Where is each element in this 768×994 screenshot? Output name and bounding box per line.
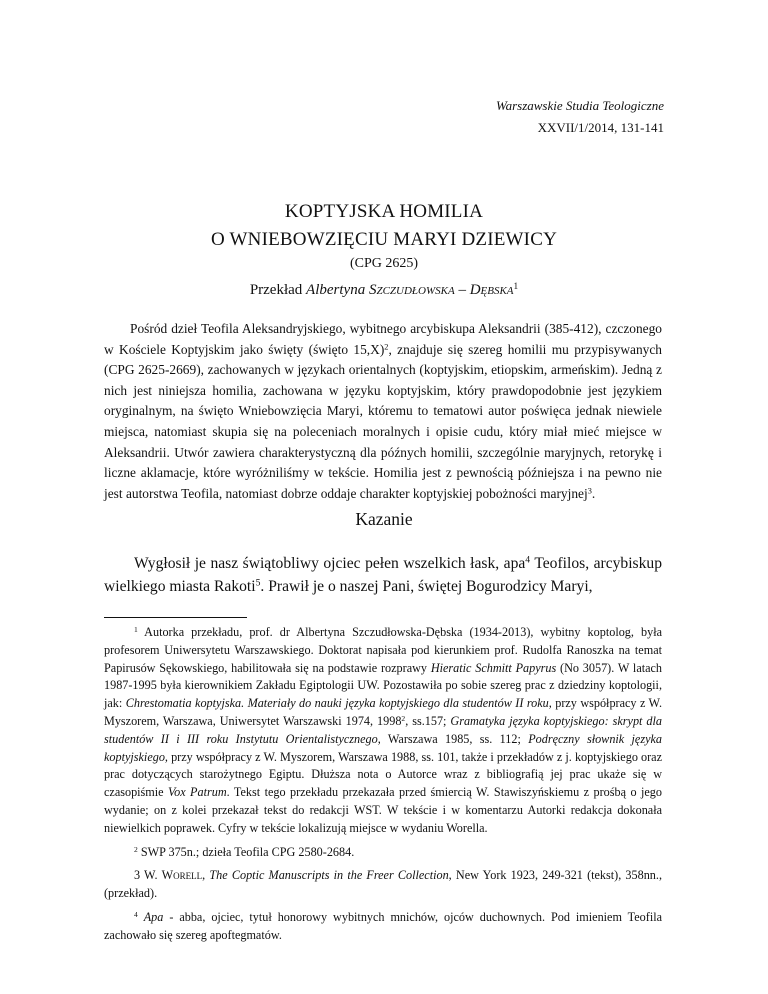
- title-line-1: KOPTYJSKA HOMILIA: [284, 201, 484, 222]
- edition-superscript: 2: [401, 713, 406, 723]
- body-text-2: Teofilos, arcybiskup wielkiego miasta Rakoti: [104, 555, 663, 595]
- body-text-1: Wygłosił je nasz świątobliwy ojciec pełen wszelkich łask, apa: [134, 555, 526, 572]
- footnote-4: [104, 909, 662, 945]
- footnote-3: [104, 867, 662, 903]
- footnote-italic: Hieratic Schmitt Papyrus: [430, 660, 557, 675]
- footnote-ref-5[interactable]: 5: [255, 577, 261, 589]
- footnote-author: Worell: [161, 868, 203, 883]
- footnote-ref-2[interactable]: 2: [384, 342, 389, 352]
- footnote-text: Warszawa 1985, ss. 112;: [380, 731, 529, 746]
- footnotes: [104, 624, 662, 951]
- footnote-italic: Podręczny słownik języka koptyjskiego,: [104, 731, 662, 764]
- footnote-number: 1: [134, 624, 138, 634]
- footnote-text: przy współpracy z W. Myszorem, Warszawa 1988, ss. 101, także i przekładów z j. koptyjskiego oraz prac dotyczących starożytnego Egiptu. Dłuższa nota o Autorce wraz z bibliografią jej prac ukaże się w czasopiśmie: [104, 749, 662, 800]
- section-heading: Kazanie: [355, 509, 413, 529]
- footnote-text: - abba, ojciec, tytuł honorowy wybitnych mnichów, ojców duchownych. Pod imieniem Teofila zachowało się szereg apoftegmatów.: [104, 909, 663, 942]
- footnote-ref-3[interactable]: 3: [587, 486, 592, 496]
- translator-prefix: Przekład: [249, 282, 307, 298]
- footnote-number: 2: [134, 844, 138, 854]
- footnote-text: , New York 1923, 249-321 (tekst), 358nn., (przekład).: [104, 868, 662, 901]
- translator-first-name: Albertyna: [306, 282, 369, 298]
- abstract-text-3: .: [591, 485, 596, 501]
- abstract-text-1: Pośród dzieł Teofila Aleksandryjskiego, wybitnego arcybiskupa Aleksandrii (385-412), czczonego w Kościele Koptyjskim jako święty (święto 15,X): [104, 321, 662, 357]
- running-header: [496, 95, 664, 139]
- footnote-text: ,: [202, 868, 210, 883]
- footnote-text: przy współpracy z W. Myszorem, Warszawa, Uniwersytet Warszawski 1974, 1998: [104, 696, 662, 728]
- translator-line: [0, 280, 768, 300]
- issue-info: XXVII/1/2014, 131-141: [537, 120, 664, 135]
- footnote-divider: [104, 617, 247, 618]
- footnote-text: , ss.157;: [405, 713, 451, 728]
- footnote-italic: Gramatyka języka koptyjskiego: skrypt dla studentów II i III roku Instytutu Orientalistycznego,: [104, 713, 662, 746]
- footnote-2: [104, 844, 662, 862]
- footnote-text: (No 3057). W latach 1987-1995 była kierownikiem Zakładu Egiptologii UW. Pozostawiła po sobie szereg prac z dziedziny koptologii, jak:: [104, 660, 663, 711]
- abstract-text-2: , znajduje się szereg homilii mu przypisywanych (CPG 2625-2669), zachowanych w językach orientalnych (koptyjskim, etiopskim, armeńskim). Jedną z nich jest niniejsza homilia, zachowana w języku koptyjskim, który prawdopodobnie jest językiem oryginalnym, na święto Wniebowzięcia Maryi, któremu to tematowi autor poświęca jednak niewiele miejsca, natomiast skupia się na poleceniach moralnych i opisie cudu, który miał mieć miejsce w Aleksandrii. Utwór zawiera charakterystyczną dla późnych homilii, szczególnie maryjnych, retorykę i liczne aklamacje, które wyróżniliśmy w tekście. Homilia jest z pewnością późniejsza i na pewno nie jest autorstwa Teofila, natomiast dobrze oddaje charakter koptyjskiej pobożności maryjnej: [104, 341, 662, 501]
- footnote-italic: Chrestomatia koptyjska. Materiały do nauki języka koptyjskiego dla studentów II roku,: [125, 696, 552, 711]
- footnote-ref-1[interactable]: 1: [513, 281, 519, 292]
- translator-last-name: Szczudłowska – Dębska: [368, 282, 514, 298]
- footnote-text: W.: [140, 868, 162, 883]
- cpg-reference: (CPG 2625): [349, 256, 419, 271]
- footnote-number: 4: [134, 909, 138, 919]
- body-paragraph: [104, 553, 662, 598]
- footnote-italic: Vox Patrum: [168, 785, 227, 800]
- footnote-number: 3: [134, 868, 141, 883]
- footnote-ref-4[interactable]: 4: [525, 554, 531, 566]
- footnote-italic: The Coptic Manuscripts in the Freer Collection: [209, 868, 449, 883]
- footnote-text: SWP 375n.; dzieła Teofila CPG 2580-2684.: [137, 844, 355, 859]
- journal-name: Warszawskie Studia Teologiczne: [495, 98, 664, 113]
- body-text-3: . Prawił je o naszej Pani, świętej Bogurodzicy Maryi,: [260, 577, 593, 595]
- abstract-paragraph: [104, 319, 662, 504]
- footnote-italic: Apa: [143, 909, 164, 924]
- footnote-1: [104, 624, 662, 838]
- title-line-2: O WNIEBOWZIĘCIU MARYI DZIEWICY: [210, 229, 557, 250]
- article-title: [0, 198, 768, 254]
- footnote-text: Autorka przekładu, prof. dr Albertyna Szczudłowska-Dębska (1934-2013), wybitny koptolog, była profesorem Uniwersytetu Warszawskiego. Doktorat napisała pod kierunkiem prof. Rudolfa Ranoszka na temat Papirusów Sękowskiego, habilitowała się na podstawie rozprawy: [104, 625, 662, 675]
- footnote-text: . Tekst tego przekładu przekazała przed śmiercią W. Stawiszyńskiemu z prośbą o jego wydanie; on z kolei przekazał tekst do redakcji WST. W tekście i w komentarzu Autorki redakcja dokonała niewielkich poprawek. Cyfry w tekście lokalizują miejsce w wydaniu Worella.: [104, 785, 662, 835]
